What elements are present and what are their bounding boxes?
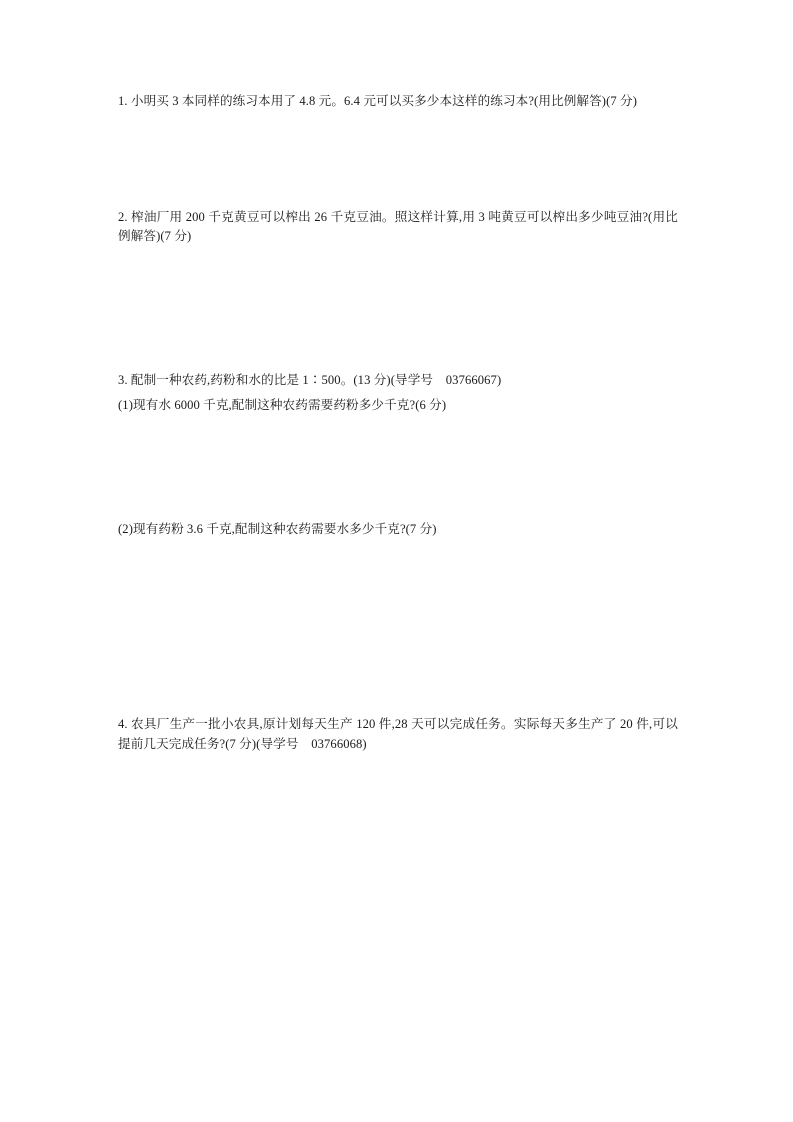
problem-1 xyxy=(118,92,678,112)
answer-space-3b xyxy=(118,539,678,715)
problem-2-text: 2. 榨油厂用 200 千克黄豆可以榨出 26 千克豆油。照这样计算,用 3 吨黄豆可以榨出多少吨豆油?(用比例解答)(7 分) xyxy=(118,209,678,244)
problem-4-text: 4. 农具厂生产一批小农具,原计划每天生产 120 件,28 天可以完成任务。实际每天多生产了 20 件,可以提前几天完成任务?(7 分)(导学号 03766068) xyxy=(118,717,678,751)
problem-3-text: 3. 配制一种农药,药粉和水的比是 1∶500。(13 分)(导学号 03766067) xyxy=(118,372,502,387)
answer-space-3a xyxy=(118,416,678,520)
problem-3-part-2 xyxy=(118,520,678,540)
problem-3-sub-1: (1)现有水 6000 千克,配制这种农药需要药粉多少千克?(6 分) xyxy=(118,398,447,413)
problem-1-text: 1. 小明买 3 本同样的练习本用了 4.8 元。6.4 元可以买多少本这样的练习本?(用比例解答)(7 分) xyxy=(118,94,638,108)
problem-2 xyxy=(118,208,678,247)
problem-list xyxy=(118,92,678,754)
answer-space-1 xyxy=(118,112,678,208)
problem-3-sub-2: (2)现有药粉 3.6 千克,配制这种农药需要水多少千克?(7 分) xyxy=(118,521,437,536)
problem-4 xyxy=(118,715,678,754)
answer-space-2 xyxy=(118,247,678,371)
problem-3 xyxy=(118,371,678,416)
